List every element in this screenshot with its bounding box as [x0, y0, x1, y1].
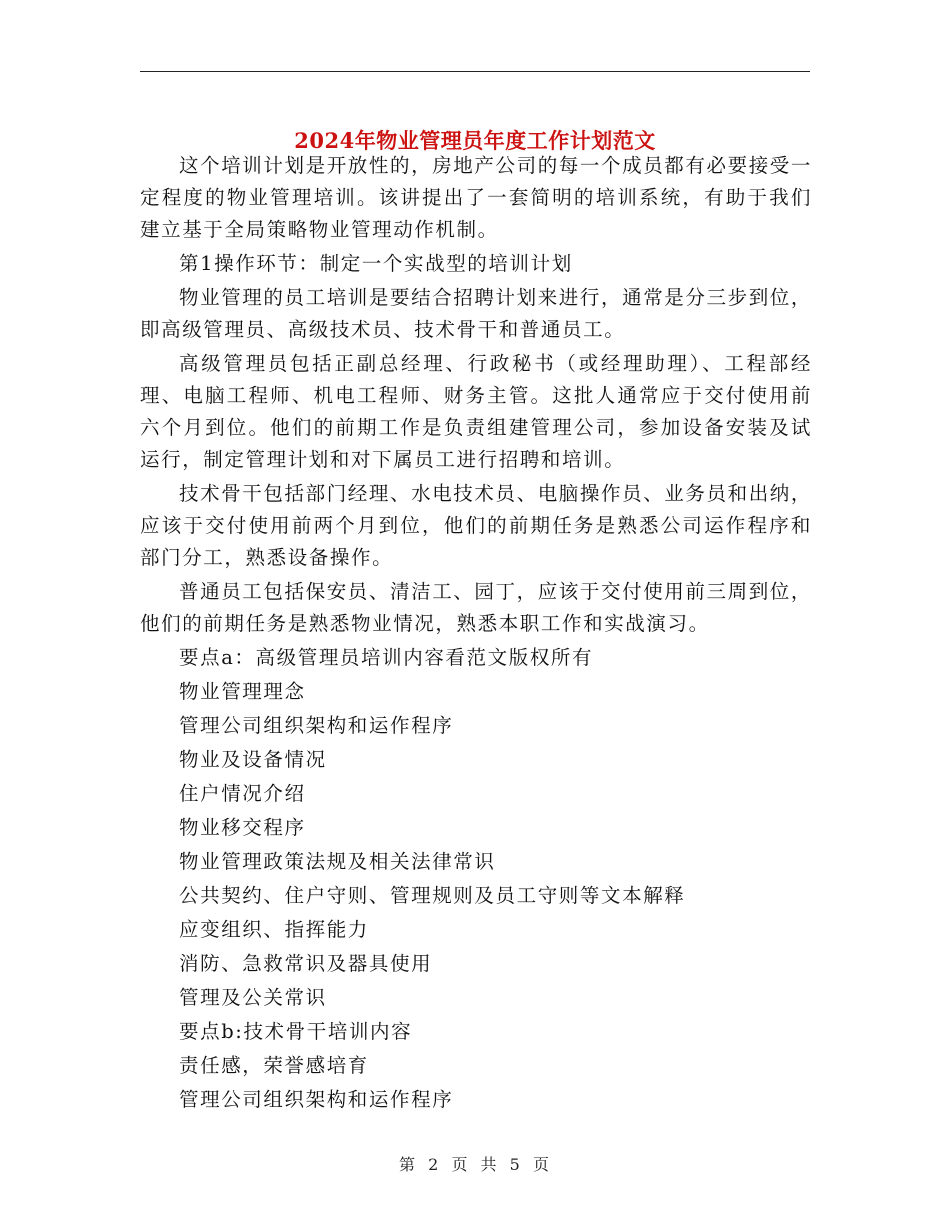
paragraph-staff-training: 物业管理的员工培训是要结合招聘计划来进行，通常是分三步到位，即高级管理员、高级技术员、技术骨干和普通员工。 [140, 286, 813, 341]
list-heading-point-b: 要点b:技术骨干培训内容 [179, 1020, 413, 1043]
list-item: 物业管理理念 [179, 680, 306, 703]
list-item: 住户情况介绍 [179, 782, 306, 805]
header-rule [140, 71, 810, 72]
list-item: 责任感，荣誉感培育 [179, 1054, 369, 1077]
footer-total-unit: 页 [532, 1155, 551, 1174]
footer-page-unit: 页 [451, 1155, 470, 1174]
list-item: 应变组织、指挥能力 [179, 918, 369, 941]
list-item: 物业管理政策法规及相关法律常识 [179, 850, 496, 873]
page-footer [0, 1152, 950, 1175]
list-item: 管理及公关常识 [179, 986, 327, 1009]
paragraph-intro: 这个培训计划是开放性的，房地产公司的每一个成员都有必要接受一定程度的物业管理培训。该讲提出了一套简明的培训系统，有助于我们建立基于全局策略物业管理动作机制。 [140, 154, 813, 241]
footer-total-label: 共 [480, 1155, 499, 1174]
paragraph-technical-backbone: 技术骨干包括部门经理、水电技术员、电脑操作员、业务员和出纳，应该于交付使用前两个月到位，他们的前期任务是熟悉公司运作程序和部门分工，熟悉设备操作。 [140, 482, 813, 569]
footer-page-number: 2 [428, 1155, 441, 1174]
paragraph-general-staff: 普通员工包括保安员、清洁工、园丁，应该于交付使用前三周到位，他们的前期任务是熟悉物业情况，熟悉本职工作和实战演习。 [140, 580, 813, 635]
paragraph-senior-managers: 高级管理员包括正副总经理、行政秘书（或经理助理）、工程部经理、电脑工程师、机电工程师、财务主管。这批人通常应于交付使用前六个月到位。他们的前期工作是负责组建管理公司，参加设备安装及试运行，制定管理计划和对下属员工进行招聘和培训。 [140, 352, 812, 471]
list-item: 物业及设备情况 [179, 748, 327, 771]
document-title: 2024年物业管理员年度工作计划范文 [294, 128, 656, 154]
list-heading-point-a: 要点a：高级管理员培训内容看范文版权所有 [179, 646, 594, 669]
list-item: 物业移交程序 [179, 816, 306, 839]
paragraph-step-heading: 第1操作环节：制定一个实战型的培训计划 [179, 252, 573, 275]
footer-page-label: 第 [399, 1155, 418, 1174]
list-item: 管理公司组织架构和运作程序 [179, 1088, 454, 1111]
list-item: 公共契约、住户守则、管理规则及员工守则等文本解释 [179, 884, 686, 907]
list-item: 管理公司组织架构和运作程序 [179, 714, 454, 737]
document-body [140, 150, 812, 1116]
list-item: 消防、急救常识及器具使用 [179, 952, 433, 975]
footer-total-pages: 5 [509, 1155, 522, 1174]
